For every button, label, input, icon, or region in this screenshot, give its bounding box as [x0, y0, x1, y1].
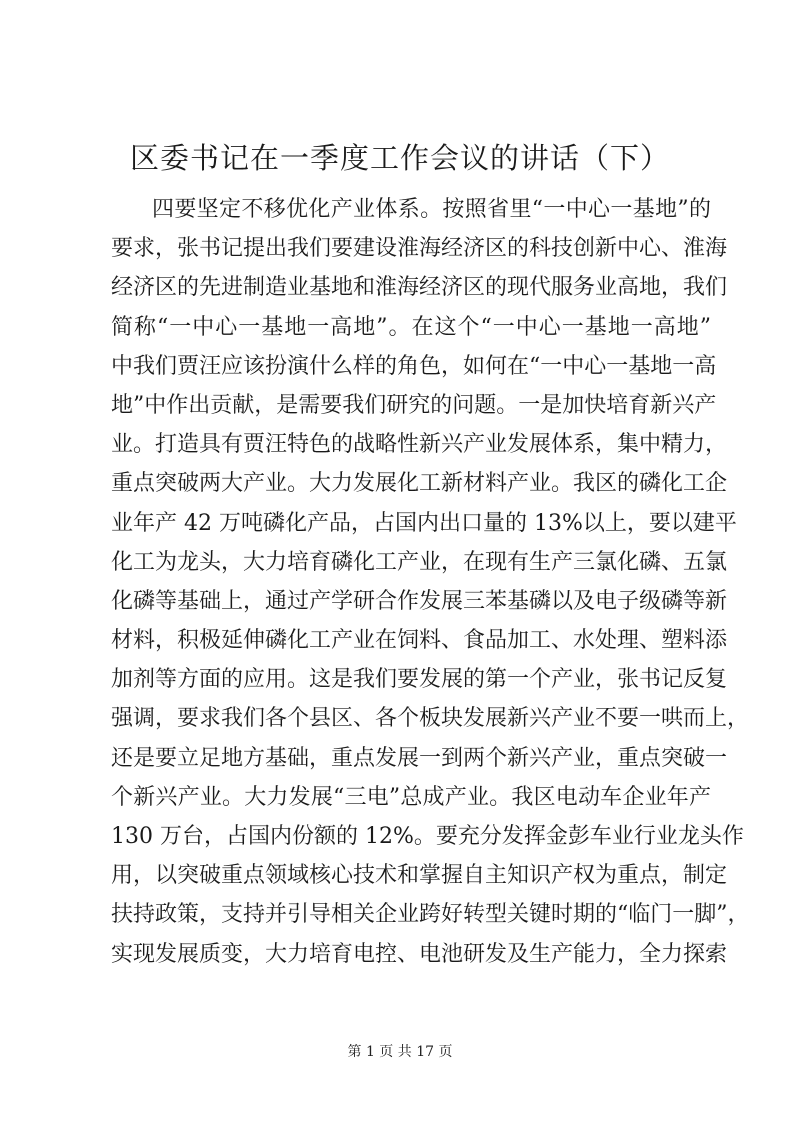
- body-line: 简称“一中心一基地一高地”。在这个“一中心一基地一高地”: [111, 314, 711, 340]
- body-line: 强调，要求我们各个县区、各个板块发展新兴产业不要一哄而上，: [111, 706, 750, 732]
- body-line: 重点突破两大产业。大力发展化工新材料产业。我区的磷化工企: [111, 471, 728, 497]
- body-line: 地”中作出贡献，是需要我们研究的问题。一是加快培育新兴产: [111, 392, 717, 418]
- body-line: 化磷等基础上，通过产学研合作发展三苯基磷以及电子级磷等新: [111, 588, 728, 614]
- document-body: [111, 190, 750, 974]
- page-number-footer: 第 1 页 共 17 页: [347, 1044, 453, 1060]
- body-line: 中我们贾汪应该扮演什么样的角色，如何在“一中心一基地一高: [111, 353, 717, 379]
- body-line: 业年产 42 万吨磷化产品，占国内出口量的 13%以上，要以建平: [111, 510, 737, 536]
- document-title: 区委书记在一季度工作会议的讲话（下）: [129, 141, 670, 175]
- body-line: 四要坚定不移优化产业体系。按照省里“一中心一基地”的: [152, 197, 711, 222]
- body-line: 化工为龙头，大力培育磷化工产业，在现有生产三氯化磷、五氯: [111, 549, 728, 575]
- body-line: 还是要立足地方基础，重点发展一到两个新兴产业，重点突破一: [111, 745, 728, 771]
- body-line: 要求，张书记提出我们要建设淮海经济区的科技创新中心、淮海: [111, 236, 728, 262]
- body-line: 扶持政策，支持并引导相关企业跨好转型关键时期的“临门一脚”，: [111, 902, 750, 928]
- body-line: 130 万台，占国内份额的 12%。要充分发挥金彭车业行业龙头作: [111, 824, 744, 849]
- body-line: 个新兴产业。大力发展“三电”总成产业。我区电动车企业年产: [111, 784, 711, 810]
- body-line: 材料，积极延伸磷化工产业在饲料、食品加工、水处理、塑料添: [111, 628, 728, 654]
- body-line: 实现发展质变，大力培育电控、电池研发及生产能力，全力探索: [111, 941, 728, 967]
- body-line: 经济区的先进制造业基地和淮海经济区的现代服务业高地，我们: [111, 275, 728, 301]
- body-line: 加剂等方面的应用。这是我们要发展的第一个产业，张书记反复: [111, 667, 728, 693]
- body-line: 用，以突破重点领域核心技术和掌握自主知识产权为重点，制定: [111, 863, 728, 889]
- body-line: 业。打造具有贾汪特色的战略性新兴产业发展体系，集中精力，: [111, 432, 728, 458]
